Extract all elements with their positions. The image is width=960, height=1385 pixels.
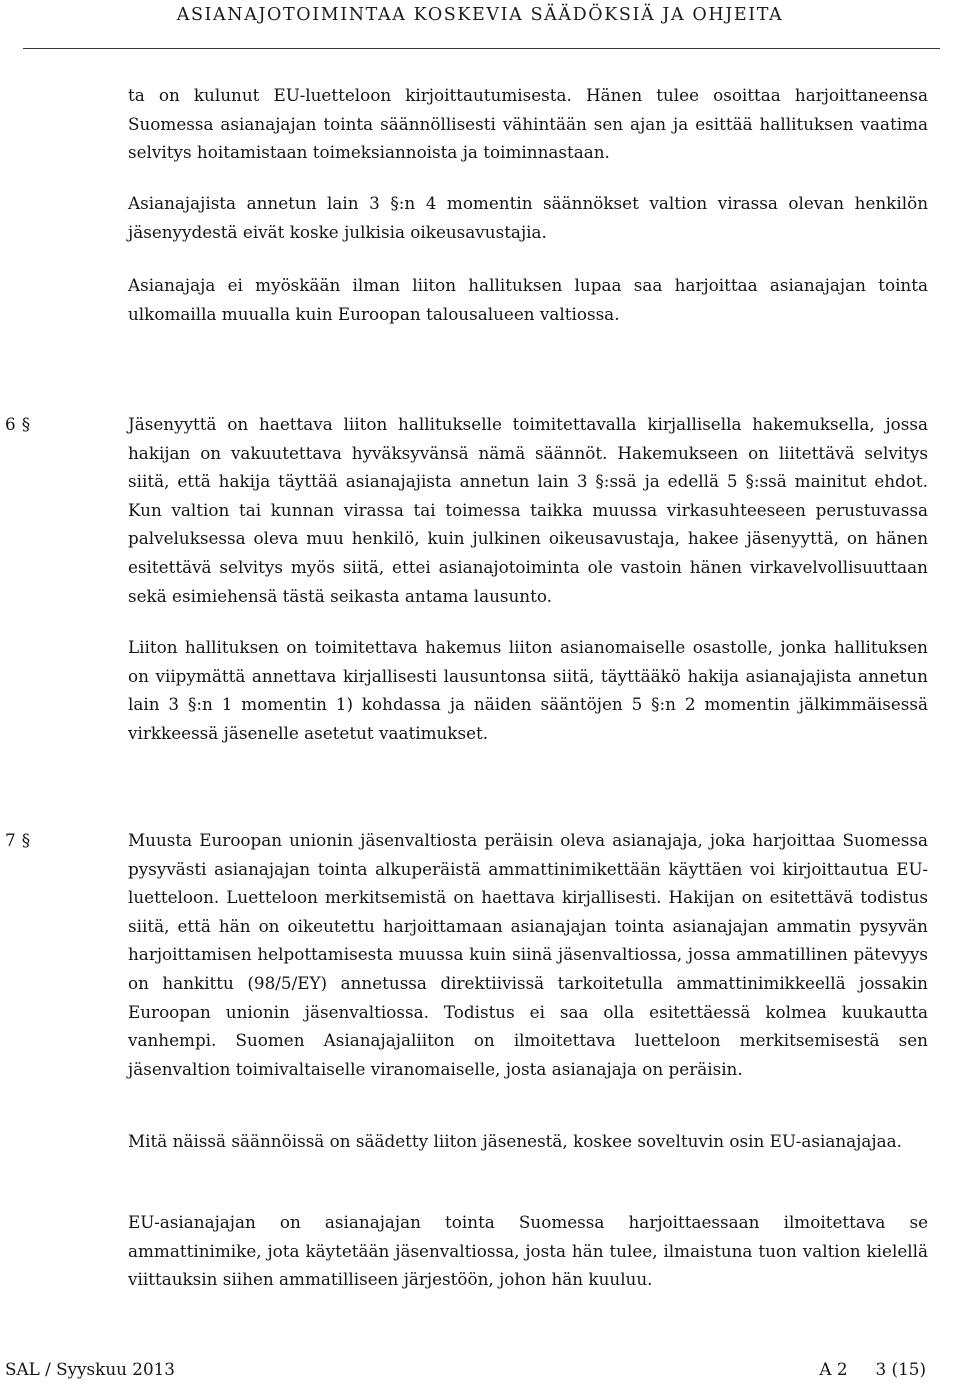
header-rule — [23, 48, 940, 49]
section-6-heading — [5, 410, 30, 439]
section-7-sign: § — [21, 830, 31, 850]
intro-paragraph-1: ta on kulunut EU-luetteloon kirjoittautumisesta. Hänen tulee osoittaa harjoittaneensa Suomessa asianajajan tointa säännöllisesti vähintään sen ajan ja esittää hallituksen vaatima selvitys hoitamistaan toimeksiannoista ja toiminnastaan. — [128, 85, 928, 163]
footer-page-number: 3 (15) — [875, 1359, 926, 1379]
section-7-paragraph-2: Mitä näissä säännöissä on säädetty liiton jäsenestä, koskee soveltuvin osin EU-asianajajaa. — [128, 1131, 902, 1151]
intro-paragraph-2: Asianajajista annetun lain 3 §:n 4 momentin säännökset valtion virassa olevan henkilön jäsenyydestä eivät koske julkisia oikeusavustajia. — [128, 193, 928, 242]
section-6-paragraph-1: Jäsenyyttä on haettava liiton hallitukselle toimitettavalla kirjallisella hakemuksella, jossa hakijan on vakuutettava hyväksyvänsä nämä säännöt. Hakemukseen on liitettävä selvitys siitä, että hakija täyttää asianajajista annetun lain 3 §:ssä ja edellä 5 §:ssä mainitut ehdot. Kun valtion tai kunnan virassa tai toimessa taikka muussa virkasuhteeseen perustuvassa palveluksessa oleva muu henkilö, kuin julkinen oikeusavustaja, hakee jäsenyyttä, on hänen esitettävä selvitys myös siitä, ettei asianajotoiminta ole vastoin hänen virkavelvollisuuttaan sekä esimiehensä tästä seikasta antama lausunto. — [128, 414, 928, 606]
section-6-paragraph-2: Liiton hallituksen on toimitettava hakemus liiton asianomaiselle osastolle, jonka hallituksen on viipymättä annettava kirjallisesti lausuntonsa siitä, täyttääkö hakija asianajajista annetun lain 3 §:n 1 momentin 1) kohdassa ja näiden sääntöjen 5 §:n 2 momentin jälkimmäisessä virkkeessä jäsenelle asetetut vaatimukset. — [128, 637, 928, 743]
running-header: ASIANAJOTOIMINTAA KOSKEVIA SÄÄDÖKSIÄ JA OHJEITA — [176, 5, 784, 25]
section-7-heading — [5, 826, 30, 855]
section-7-paragraph-3: EU-asianajajan on asianajajan tointa Suomessa harjoittaessaan ilmoitettava se ammattinimike, jota käytetään jäsenvaltiossa, josta hän tulee, ilmaistuna tuon valtion kielellä viittauksin siihen ammatilliseen järjestöön, johon hän kuuluu. — [128, 1212, 928, 1290]
footer-page-info — [819, 1357, 926, 1381]
footer-document-code: A 2 — [819, 1359, 848, 1379]
section-6-number: 6 — [5, 414, 16, 434]
intro-paragraph-3: Asianajaja ei myöskään ilman liiton hallituksen lupaa saa harjoittaa asianajajan tointa ulkomailla muualla kuin Euroopan talousalueen valtiossa. — [128, 275, 928, 324]
section-7-number: 7 — [5, 830, 16, 850]
footer-publication: SAL / Syyskuu 2013 — [5, 1359, 175, 1379]
section-7-paragraph-1: Muusta Euroopan unionin jäsenvaltiosta peräisin oleva asianajaja, joka harjoittaa Suomessa pysyvästi asianajajan tointa alkuperäistä ammattinimikettään käyttäen voi kirjoittautua EU-luetteloon. Luetteloon merkitsemistä on haettava kirjallisesti. Hakijan on esitettävä todistus siitä, että hän on oikeutettu harjoittamaan asianajajan tointa asianajajan ammatin pysyvän harjoittamisen helpottamisesta muussa kuin siinä jäsenvaltiossa, jossa ammatillinen pätevyys on hankittu (98/5/EY) annetussa direktiivissä tarkoitetulla ammattinimikkeellä jossakin Euroopan unionin jäsenvaltiossa. Todistus ei saa olla esitettäessä kolmea kuukautta vanhempi. Suomen Asianajajaliiton on ilmoitettava luetteloon merkitsemisestä sen jäsenvaltion toimivaltaiselle viranomaiselle, josta asianajaja on peräisin. — [128, 830, 928, 1079]
section-6-sign: § — [21, 414, 31, 434]
